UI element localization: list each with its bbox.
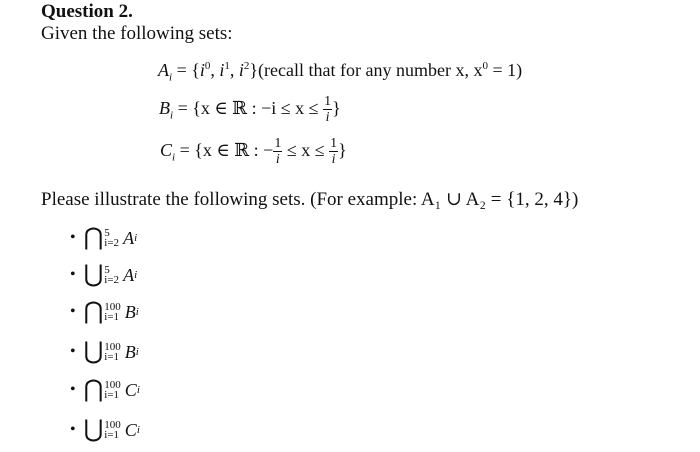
list-item xyxy=(70,226,137,250)
set-subscript: i xyxy=(135,306,139,318)
operator-limits xyxy=(104,380,121,400)
set-c-subscript: i xyxy=(172,151,176,164)
recall-note-exp: 0 xyxy=(482,60,488,72)
set-operator: ⋃ xyxy=(83,262,104,288)
definition-c xyxy=(160,137,347,167)
set-operator: ⋂ xyxy=(83,225,104,251)
upper-limit: 100 xyxy=(104,419,121,431)
set-c-condition: = {x ∈ ℝ : − xyxy=(175,140,274,161)
definition-b xyxy=(159,95,341,125)
fraction-denominator: i xyxy=(331,152,336,167)
upper-limit: 5 xyxy=(104,227,110,239)
definition-a: $A_i = \{i^0$, $i^1$, $i^2\}(recall$ that for any number x, $x^0 = 1$) xyxy=(158,60,523,84)
set-a-close: } xyxy=(249,60,259,80)
bullet: • xyxy=(70,229,76,246)
list-item xyxy=(70,263,137,287)
upper-limit: 5 xyxy=(104,264,110,276)
set-b-symbol: B xyxy=(159,98,170,119)
fraction-denominator: i xyxy=(325,110,330,125)
lower-limit: i=1 xyxy=(104,351,120,363)
power-exp-2: 2 xyxy=(243,60,250,72)
fraction xyxy=(273,137,282,167)
bullet: • xyxy=(70,421,76,438)
fraction-denominator: i xyxy=(275,152,280,167)
set-symbol: C xyxy=(124,419,137,440)
bullet: • xyxy=(70,303,76,320)
question-title: Question 2. xyxy=(41,1,133,22)
set-symbol: A xyxy=(123,227,135,248)
upper-limit: 100 xyxy=(104,301,121,313)
power-base-1: i xyxy=(219,60,225,80)
instruction-text: Please illustrate the following sets. (For example: A₁ ∪ A₂ = {1, 2, 4}) xyxy=(41,189,579,210)
operator-limits xyxy=(104,342,121,362)
set-c-middle: ≤ x ≤ xyxy=(282,140,330,161)
lower-limit: i=1 xyxy=(104,429,120,441)
lower-limit: i=1 xyxy=(104,389,120,401)
set-b-condition: = {x ∈ ℝ : −i ≤ x ≤ xyxy=(173,98,324,119)
set-subscript: i xyxy=(135,346,139,358)
fraction xyxy=(323,95,332,125)
lower-limit: i=1 xyxy=(104,311,120,323)
set-operator: ⋃ xyxy=(83,417,104,443)
power-base-0: i xyxy=(199,60,205,80)
set-subscript: i xyxy=(136,384,140,396)
bullet: • xyxy=(70,266,76,283)
fraction-numerator: 1 xyxy=(330,136,338,151)
fraction-numerator: 1 xyxy=(324,94,332,109)
set-a-symbol: A xyxy=(158,60,169,80)
set-symbol: B xyxy=(124,301,136,322)
list-item xyxy=(70,300,139,324)
operator-limits xyxy=(104,265,119,285)
set-subscript: i xyxy=(134,269,138,281)
power-exp-1: 1 xyxy=(224,60,230,72)
lower-limit: i=2 xyxy=(104,274,120,286)
set-subscript: i xyxy=(136,424,140,436)
recall-note-end: = 1) xyxy=(487,60,523,80)
set-symbol: C xyxy=(124,379,137,400)
list-item xyxy=(70,340,139,364)
set-operator: ⋂ xyxy=(83,299,104,325)
list-item xyxy=(70,418,140,442)
fraction xyxy=(329,137,338,167)
set-operator: ⋂ xyxy=(83,377,104,403)
operator-limits xyxy=(104,420,121,440)
set-a-open: = { xyxy=(172,60,200,80)
bullet: • xyxy=(70,343,76,360)
question-intro: Given the following sets: xyxy=(41,23,233,44)
set-subscript: i xyxy=(134,232,138,244)
set-c-close: } xyxy=(338,140,347,161)
power-base-2: i xyxy=(238,60,244,80)
set-operator: ⋃ xyxy=(83,339,104,365)
set-b-close: } xyxy=(332,98,341,119)
operator-limits xyxy=(104,228,119,248)
set-c-symbol: C xyxy=(160,140,173,161)
lower-limit: i=2 xyxy=(104,237,120,249)
set-b-subscript: i xyxy=(170,109,174,122)
upper-limit: 100 xyxy=(104,341,121,353)
bullet: • xyxy=(70,381,76,398)
set-symbol: B xyxy=(124,341,136,362)
fraction-numerator: 1 xyxy=(274,136,282,151)
operator-limits xyxy=(104,302,121,322)
list-item xyxy=(70,378,140,402)
set-symbol: A xyxy=(123,264,135,285)
upper-limit: 100 xyxy=(104,379,121,391)
set-a-subscript: i xyxy=(169,71,173,84)
power-exp-0: 0 xyxy=(204,60,211,72)
recall-note: (recall that for any number x, x xyxy=(258,60,483,80)
